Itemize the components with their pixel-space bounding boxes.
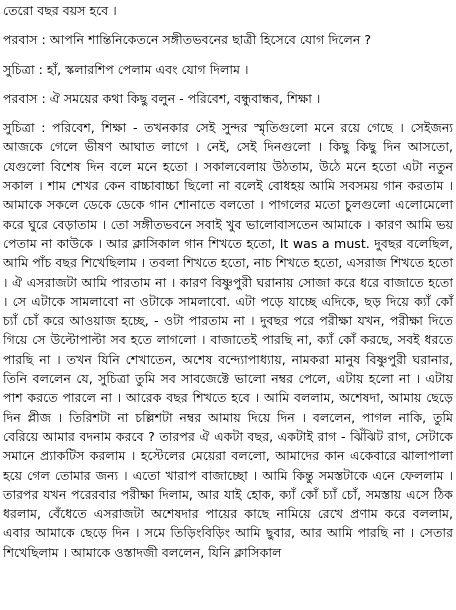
spacer <box>3 108 453 118</box>
question-text: ঐ সময়ের কথা কিছু বলুন - পরিবেশ, বন্ধুবান্ধব, শিক্ষা । <box>49 90 321 106</box>
spacer <box>3 79 453 89</box>
spacer <box>3 50 453 60</box>
answer-2 <box>3 118 453 562</box>
spacer <box>3 20 453 30</box>
speaker-label: পরবাস : <box>3 90 46 106</box>
speaker-label: পরবাস : <box>3 32 46 48</box>
answer-text: পরিবেশ, শিক্ষা - তখনকার সেই সুন্দর স্মৃতিগুলো মনে রয়ে গেছে । সেইজন্য আজকে গেলে ভীষণ আঘাত লাগে । নেই, সেই দিনগুলো । কিছু কিছু দিন আসতো, যেগুলো বিশেষ দিন বলে মনে হতো । সকালবেলায় উঠতাম, উঠে মনে হতো এটা নতুন সকাল । শাম শেখর কেন বাচ্চাবাচ্চা ছিলো না বলেই বোধহয় আমি সবসময় গান করতাম । আমাকে সকলে ডেকে ডেকে গান শোনাতে বলতো । পাগলের মতো চুলগুলো এলোমেলো করে ঘুরে বেড়াতাম । তো সঙ্গীতভবনে সবাই খুব ভালোবাসতেন আমাকে । কারণ আমি ভয় পেতাম না কাউকে । আর ক্লাসিকাল গান শিখতে হতো, It was a must. দুবছর বলেছিল, আমি পাঁচ বছর শিখেছিলাম । তবলা শিখতে হতো, নাচ শিখতে হতো, এসরাজ শিখতে হতো । ঐ এসরাজটা আমি পারতাম না । কারণ বিষ্ণুপুরী ঘরানায় সোজা করে ধরে বাজাতে হতো । সে এটাকে সামলাবো না ওটাকে সামলাবো. এটা পড়ে যাচ্ছে এদিকে, ছড় দিয়ে ক্যাঁ কোঁ চ্যাঁ চোঁ করে আওয়াজ হচ্ছে, - ওটা পারতাম না । দুবছর পরে পরীক্ষা যখন, পরীক্ষা দিতে গিয়ে সে উল্টোপাল্টা সব হতে লাগলো । বাজাতেই পারছি না, ক্যাঁ কোঁ করছে, সবই ধরতে পারছি না । তখন যিনি শেখাতেন, অশেষ বন্দ্যোপাধ্যায়, নামকরা মানুষ বিষ্ণুপুরী ঘরানার, তিনি বললেন যে, সুচিত্রা তুমি সব সাবজেক্টে ভালো নম্বর পেলে, এটায় হলো না । এটায় পাশ করতে পারলে না । আরেক বছর শিখতে হবে । আমি বললাম, অশেষদা, আমায় ছেড়ে দিন প্লীজ । তিরিশটা না চল্লিশটা নম্বর আমায় দিয়ে দিন । বললেন, পাগল নাকি, তুমি বেরিয়ে আমার বদনাম করবে ? তারপর ঐ একটা বছর, একটাই রাগ - ঝিঁঝিট রাগ, সেটাকে সমানে প্র্যাকটিস করলাম । হস্টেলের মেয়েরা বললো, আমাদের কান একেবারে ঝালাপালা হয়ে গেল তোমার জন্য । এতো খারাপ বাজাচ্ছো । আমি কিন্তু সমস্তটাকে এনে ফেললাম । তারপর যখন পরেরবার পরীক্ষা দিলাম, আর যাই হোক, ক্যাঁ কোঁ চ্যাঁ চোঁ, সমস্তায় এসে ঠিক ধরলাম, বেঁধেতে এসরাজটা অশেষদার পায়ের কাছে নামিয়ে রেখে প্রণাম করে বললাম, এবার আমাকে ছেড়ে দিন । সমে তিড়িংবিড়িং আমি ছুবার, আর আমি পারছি না । সেতার শিখেছিলাম । আমাকে ওস্তাদজী বললেন, যিনি ক্লাসিকাল <box>3 120 453 560</box>
question-1 <box>3 30 453 49</box>
answer-text: হাঁ, স্কলারশিপ পেলাম এবং যোগ দিলাম । <box>46 61 249 77</box>
intro-line: তেরো বছর বয়স হবে । <box>3 3 117 18</box>
speaker-label: সুচিত্রা : <box>3 61 43 77</box>
answer-1 <box>3 60 453 79</box>
speaker-label: সুচিত্রা : <box>3 120 46 136</box>
question-2 <box>3 89 453 108</box>
question-text: আপনি শান্তিনিকেতনে সঙ্গীতভবনের ছাত্রী হিসেবে যোগ দিলেন ? <box>49 32 372 48</box>
